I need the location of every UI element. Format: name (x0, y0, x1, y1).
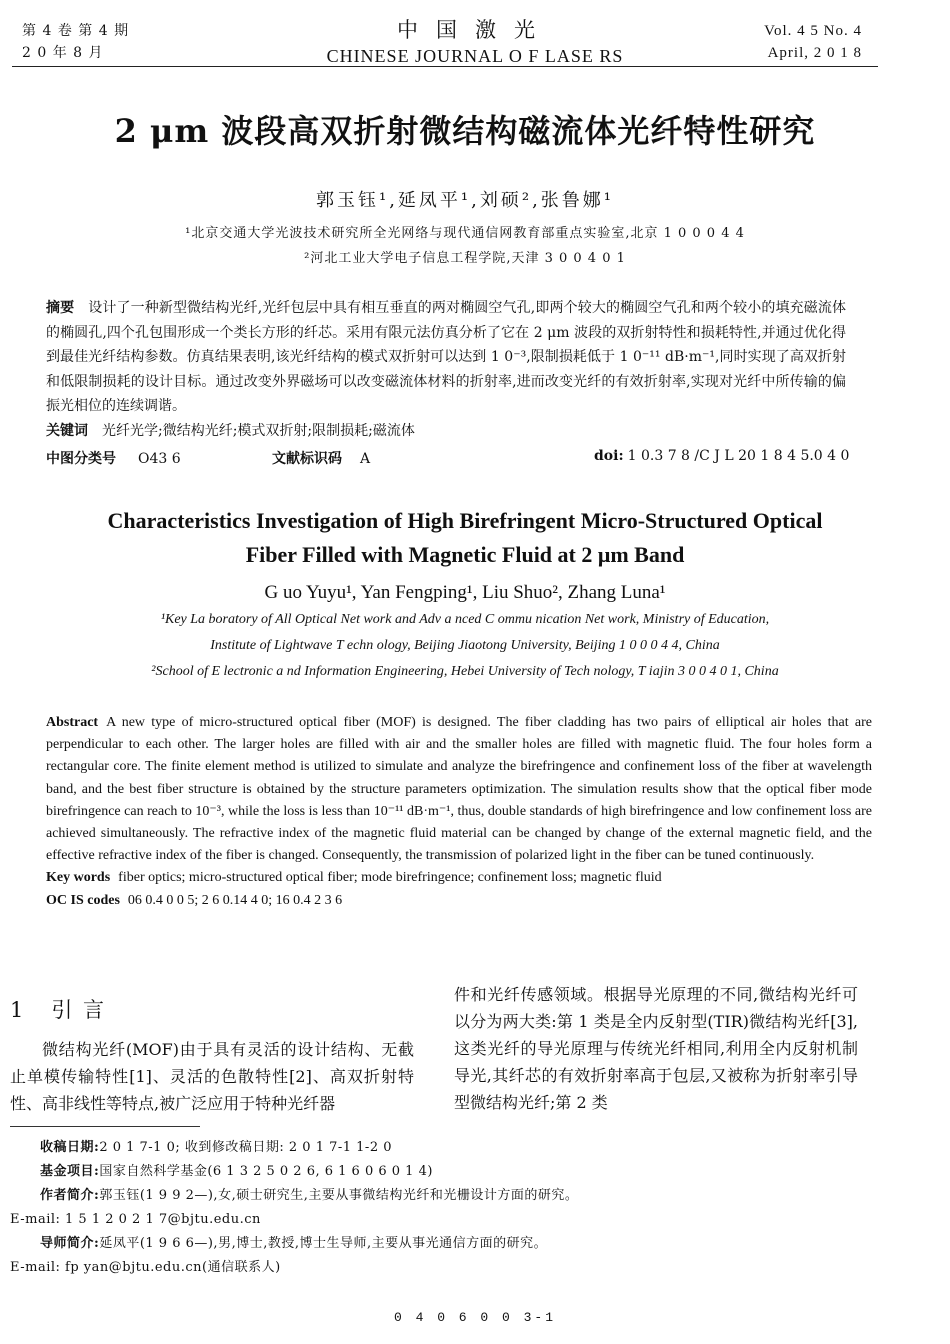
section-heading (10, 994, 106, 1024)
affiliation-en-2: Institute of Lightwave T echn ology, Beijing Jiaotong University, Beijing 1 0 0 0 4 4, China (210, 638, 720, 653)
footnote-email-advisor: E-mail: fp yan@bjtu.edu.cn(通信联系人) (10, 1260, 281, 1275)
date-en: April, 2 0 1 8 (767, 45, 862, 61)
keywords-en-label: Key words (46, 870, 111, 886)
body-text-left-column: 微结构光纤(MOF)由于具有灵活的设计结构、无截止单模传输特性[1]、灵活的色散特性[2]、高双折射特性、高非线性等特点,被广泛应用于特种光纤器 (10, 1040, 414, 1113)
abstract-cn-text: 设计了一种新型微结构光纤,光纤包层中具有相互垂直的两对椭圆空气孔,即两个较大的椭圆空气孔和两个较小的填充磁流体的椭圆孔,四个孔包围形成一个类长方形的纤芯。采用有限元法仿真分析了它在 2 μm 波段的双折射特性和损耗特性,并通过优化得到最佳光纤结构参数。仿真结果表明,该光纤结构的模式双折射可以达到 1 0⁻³,限制损耗低于 1 0⁻¹¹ dB·m⁻¹,同时实现了高双折射和低限制损耗的设计目标。通过改变外界磁场可以改变磁流体材料的折射率,进而改变光纤的有效折射率,实现对光纤中所传输的偏振光相位的连续调谐。 (46, 300, 847, 414)
page-number: 0 4 0 6 0 0 3-1 (393, 1310, 557, 1325)
header-divider (12, 66, 878, 67)
footnote-author: 作者简介:郭玉钰(1 9 9 2—),女,硕士研究生,主要从事微结构光纤和光栅设计方面的研究。 (40, 1188, 579, 1203)
authors-en: G uo Yuyu¹, Yan Fengping¹, Liu Shuo², Zhang Luna¹ (264, 582, 666, 603)
ocis-codes (46, 890, 872, 912)
abstract-en-body (46, 712, 872, 867)
paper-title-en-line2: Fiber Filled with Magnetic Fluid at 2 μm Band (245, 542, 685, 567)
abstract-cn (46, 296, 846, 443)
affiliation-cn-2: ²河北工业大学电子信息工程学院,天津 3 0 0 4 0 1 (304, 251, 626, 266)
doi: doi: 1 0.3 7 8 /C J L 20 1 8 4 5.0 4 0 (594, 448, 850, 464)
keywords-cn (46, 419, 846, 444)
clc-code: 中图分类号 O43 6 (46, 451, 181, 467)
section-number: 1 (10, 998, 26, 1022)
header-issue-en (764, 20, 862, 64)
keywords-cn-label: 关键词 (46, 422, 88, 439)
footnote-funding: 基金项目:国家自然科学基金(6 1 3 2 5 0 2 6, 6 1 6 0 6 0 1 4) (40, 1164, 433, 1179)
volume-issue-cn: 第 4 卷 第 4 期 (22, 23, 130, 39)
journal-name-cn: 中国激光 (397, 18, 553, 42)
affiliation-en-3: ²School of E lectronic a nd Information Engineering, Hebei University of Tech nology, T iajin 3 0 0 4 0 1, China (151, 664, 779, 679)
footnote-received: 收稿日期:2 0 1 7-1 0; 收到修改稿日期: 2 0 1 7-1 1-2 0 (40, 1140, 392, 1155)
footnote-divider (10, 1126, 200, 1127)
footnotes (10, 1136, 870, 1280)
footnote-email-author: E-mail: 1 5 1 2 0 2 1 7@bjtu.edu.cn (10, 1212, 261, 1227)
authors-cn: 郭玉钰¹,延凤平¹,刘硕²,张鲁娜¹ (315, 190, 615, 211)
section-title: 引 言 (51, 998, 107, 1022)
ocis-text: 06 0.4 0 0 5; 2 6 0.14 4 0; 16 0.4 2 3 6 (127, 892, 343, 908)
abstract-en-label: Abstract (46, 715, 99, 730)
volume-issue-en: Vol. 4 5 No. 4 (764, 23, 862, 39)
keywords-en (46, 867, 872, 889)
body-text-right-column: 件和光纤传感领域。根据导光原理的不同,微结构光纤可以分为两大类:第 1 类是全内反射型(TIR)微结构光纤[3],这类光纤的导光原理与传统光纤相同,利用全内反射机制导光,其纤芯的有效折射率高于包层,又被称为折射率引导型微结构光纤;第 2 类 (454, 985, 858, 1112)
journal-name-en: CHINESE JOURNAL O F LASE RS (326, 46, 624, 66)
abstract-cn-label: 摘要 (46, 300, 75, 316)
document-code: 文献标识码 A (272, 451, 371, 467)
paper-title-en (0, 504, 930, 572)
paper-title-en-line1: Characteristics Investigation of High Birefringent Micro-Structured Optical (107, 508, 823, 533)
abstract-en (46, 712, 872, 912)
date-cn: 2 0 年 8 月 (22, 45, 104, 61)
footnote-advisor: 导师简介:延凤平(1 9 6 6—),男,博士,教授,博士生导师,主要从事光通信方面的研究。 (40, 1236, 548, 1251)
paper-title-cn: 2 μm 波段高双折射微结构磁流体光纤特性研究 (114, 112, 816, 150)
abstract-en-text: A new type of micro-structured optical fiber (MOF) is designed. The fiber cladding has two pairs of elliptical air holes that are perpendicular to each other. The larger holes are filled with air and the smaller holes are filled with magnetic fluid. The four holes form a rectangular core. The finite element method is utilized to simulate and analyze the birefringence and confinement loss of the fiber at wavelength band, and the best fiber structure is obtained by the structure parameters optimization. The simulation results show that the optical fiber mode birefringence can reach to 10⁻³, while the loss is less than 10⁻¹¹ dB·m⁻¹, thus, double standards of high birefringence and low confinement loss are achieved simultaneously. The refractive index of the magnetic fluid material can be changed by change of the external magnetic field, and the effective refractive index of the fiber is changed. Consequently, the transmission of polarized light in the fiber can be tuned continuously. (46, 715, 872, 864)
affiliation-cn-1: ¹北京交通大学光波技术研究所全光网络与现代通信网教育部重点实验室,北京 1 0 0 0 4 4 (185, 226, 745, 241)
affiliation-en-1: ¹Key La boratory of All Optical Net work and Adv a nced C ommu nication Net work, Ministry of Education, (160, 612, 770, 627)
keywords-cn-text: 光纤光学;微结构光纤;模式双折射;限制损耗;磁流体 (102, 422, 415, 439)
keywords-en-text: fiber optics; micro-structured optical fiber; mode birefringence; confinement loss; magnetic fluid (118, 870, 662, 886)
abstract-cn-body (46, 296, 846, 419)
ocis-label: OC IS codes (46, 892, 120, 908)
